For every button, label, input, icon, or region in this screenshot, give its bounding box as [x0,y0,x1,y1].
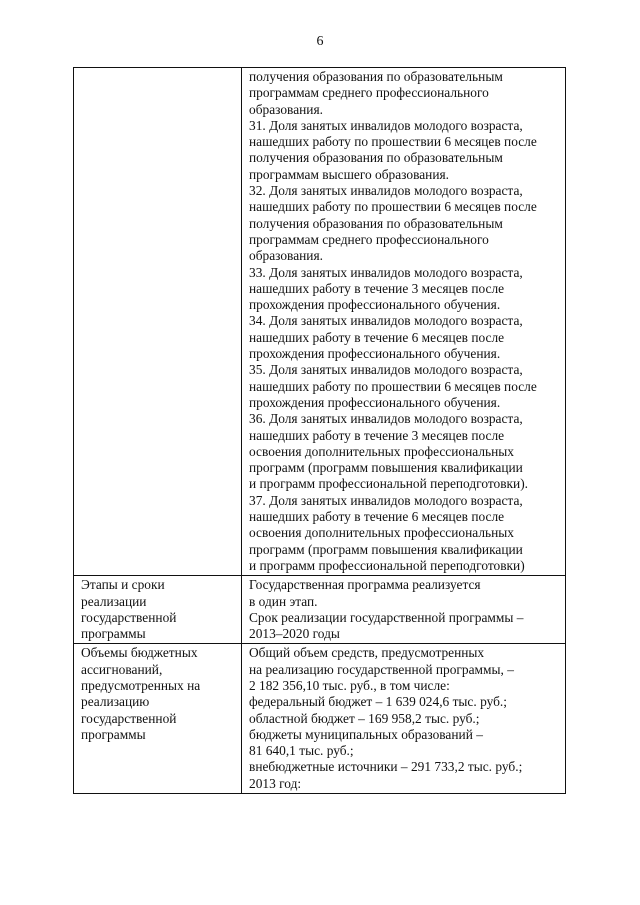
label-line: Этапы и сроки [81,577,165,593]
text-line: освоения дополнительных профессиональных [249,443,514,459]
text-line: программ (программ повышения квалификации [249,541,523,557]
label-line: реализации [81,593,147,609]
label-line: ассигнований, [81,661,163,677]
text-line: 36. Доля занятых инвалидов молодого возраста, [249,411,523,427]
text-line: и программ профессиональной переподготовки) [249,557,525,573]
text-line: образования. [249,248,323,264]
text-line: в один этап. [249,593,318,609]
text-line: нашедших работу по прошествии 6 месяцев после [249,378,537,394]
table-row-indicators [74,68,566,576]
label-line: программы [81,626,146,642]
text-line: 34. Доля занятых инвалидов молодого возраста, [249,313,523,329]
text-line: 81 640,1 тыс. руб.; [249,743,354,759]
text-line: Срок реализации государственной программы – [249,609,524,625]
text-line: нашедших работу по прошествии 6 месяцев после [249,134,537,150]
text-line: федеральный бюджет – 1 639 024,6 тыс. руб.; [249,694,507,710]
text-line: 2 182 356,10 тыс. руб., в том числе: [249,677,450,693]
row-label-cell [74,644,242,794]
label-line: государственной [81,609,177,625]
text-line: образования. [249,101,323,117]
text-line: прохождения профессионального обучения. [249,346,501,362]
text-line: Общий объем средств, предусмотренных [249,645,485,661]
text-line: освоения дополнительных профессиональных [249,525,514,541]
text-line: 35. Доля занятых инвалидов молодого возраста, [249,362,523,378]
label-line: программы [81,726,146,742]
text-line: 32. Доля занятых инвалидов молодого возраста, [249,183,523,199]
text-line: 33. Доля занятых инвалидов молодого возраста, [249,264,523,280]
text-line: нашедших работу по прошествии 6 месяцев после [249,199,537,215]
text-line: программам среднего профессионального [249,85,489,101]
row-content-cell [242,68,566,576]
text-line: 31. Доля занятых инвалидов молодого возраста, [249,117,523,133]
text-line: получения образования по образовательным [249,69,503,84]
table-row-stages [74,576,566,644]
label-line: предусмотренных на [81,677,201,693]
text-line: нашедших работу в течение 3 месяцев после [249,427,505,443]
row-content-cell [242,576,566,644]
text-line: программам высшего образования. [249,166,450,182]
label-line: государственной [81,710,177,726]
text-line: на реализацию государственной программы, – [249,661,514,677]
text-line: программам среднего профессионального [249,231,489,247]
text-line: прохождения профессионального обучения. [249,297,501,313]
label-line: реализацию [81,694,150,710]
text-line: 2013 год: [249,775,302,791]
page-number: 6 [316,34,324,49]
program-passport-table [73,67,566,794]
text-line: и программ профессиональной переподготовки). [249,476,529,492]
text-line: получения образования по образовательным [249,215,503,231]
text-line: Государственная программа реализуется [249,577,481,593]
row-label-cell [74,68,242,576]
text-line: нашедших работу в течение 6 месяцев после [249,509,505,525]
text-line: программ (программ повышения квалификации [249,460,523,476]
text-line: внебюджетные источники – 291 733,2 тыс. руб.; [249,759,523,775]
label-line: Объемы бюджетных [81,645,198,661]
text-line: 2013–2020 годы [249,626,340,642]
text-line: получения образования по образовательным [249,150,503,166]
row-content-cell [242,644,566,794]
text-line: нашедших работу в течение 6 месяцев после [249,329,505,345]
text-line: нашедших работу в течение 3 месяцев после [249,280,505,296]
table-row-budget [74,644,566,794]
row-label-cell [74,576,242,644]
text-line: 37. Доля занятых инвалидов молодого возраста, [249,492,523,508]
text-line: прохождения профессионального обучения. [249,394,501,410]
text-line: областной бюджет – 169 958,2 тыс. руб.; [249,710,480,726]
text-line: бюджеты муниципальных образований – [249,726,483,742]
